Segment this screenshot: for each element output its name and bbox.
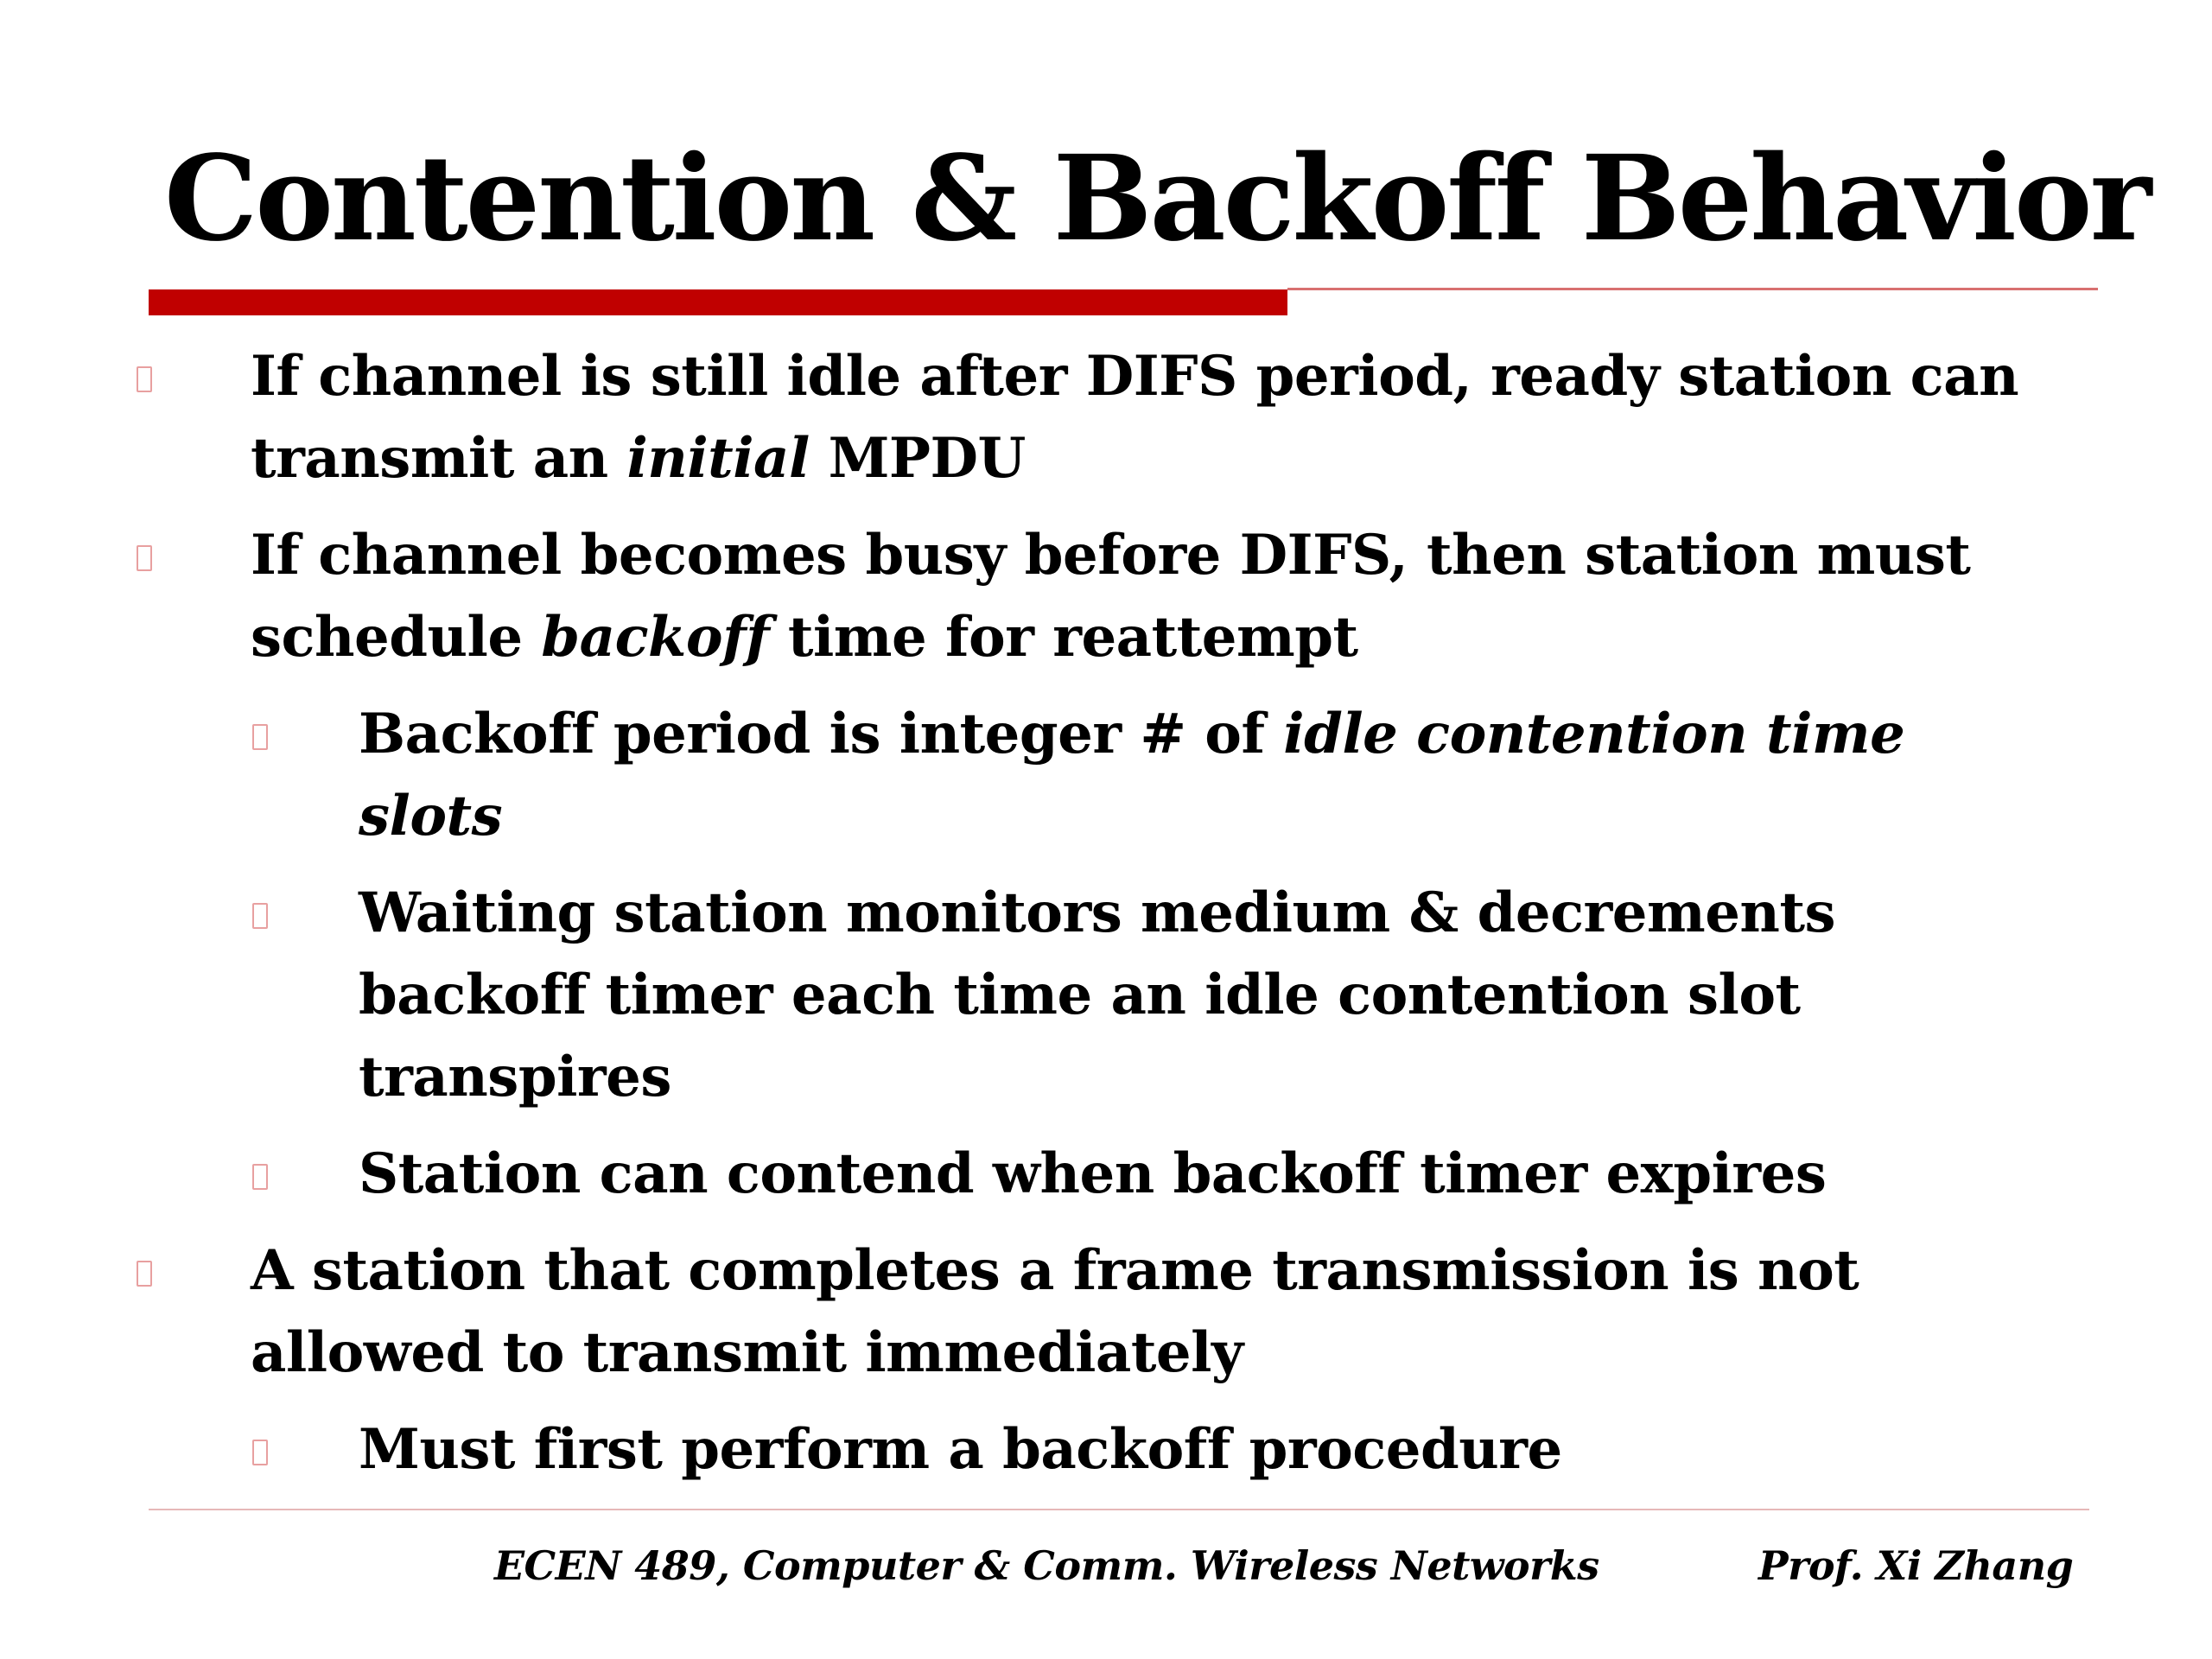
text-run: schedule (251, 605, 542, 670)
text-run: Waiting station monitors medium & decrements (359, 880, 1836, 945)
footer-divider (149, 1509, 2089, 1510)
text-run: allowed to transmit immediately (251, 1320, 1243, 1385)
sub-bullet-text (359, 954, 1801, 1036)
square-bullet-icon (137, 545, 152, 571)
text-run: If channel becomes busy before DIFS, then station must (251, 523, 1971, 588)
square-bullet-icon (252, 903, 268, 929)
emphasis-text: idle contention time (1283, 702, 1905, 766)
bullet-text (251, 1230, 1859, 1312)
text-run: Station can contend when backoff timer expires (359, 1141, 1827, 1206)
square-bullet-icon (137, 1261, 152, 1287)
bullet-text (251, 596, 1358, 678)
text-run: MPDU (809, 426, 1026, 491)
square-bullet-icon (252, 1164, 268, 1190)
emphasis-text: slots (359, 784, 503, 849)
text-run: transmit an (251, 426, 627, 491)
text-run: transpires (359, 1045, 671, 1109)
bullet-text (251, 335, 2018, 417)
text-run: time for reattempt (769, 605, 1358, 670)
square-bullet-icon (252, 724, 268, 750)
text-run: If channel is still idle after DIFS period, ready station can (251, 344, 2019, 409)
sub-bullet-text (359, 693, 1904, 775)
square-bullet-icon (137, 366, 152, 392)
title-underline-thin (1287, 288, 2098, 290)
bullet-text (251, 417, 1026, 499)
slide-title: Contention & Backoff Behavior (164, 130, 2150, 268)
text-run: Backoff period is integer # of (359, 702, 1284, 766)
text-run: A station that completes a frame transmission is not (251, 1238, 1859, 1303)
sub-bullet-text (359, 1408, 1562, 1491)
sub-bullet-text (359, 1133, 1826, 1215)
square-bullet-icon (252, 1440, 268, 1465)
emphasis-text: backoff (541, 605, 770, 670)
sub-bullet-text (359, 872, 1835, 954)
title-underline-accent (149, 289, 1287, 315)
footer-course: ECEN 489, Computer & Comm. Wireless Networks (494, 1542, 1599, 1589)
sub-bullet-text (359, 775, 502, 857)
text-run: backoff timer each time an idle contention slot (359, 963, 1801, 1027)
bullet-text (251, 1312, 1243, 1394)
bullet-text (251, 514, 1970, 596)
emphasis-text: initial (626, 426, 810, 491)
footer-professor: Prof. Xi Zhang (1758, 1542, 2074, 1589)
text-run: Must first perform a backoff procedure (359, 1417, 1562, 1482)
sub-bullet-text (359, 1036, 671, 1118)
